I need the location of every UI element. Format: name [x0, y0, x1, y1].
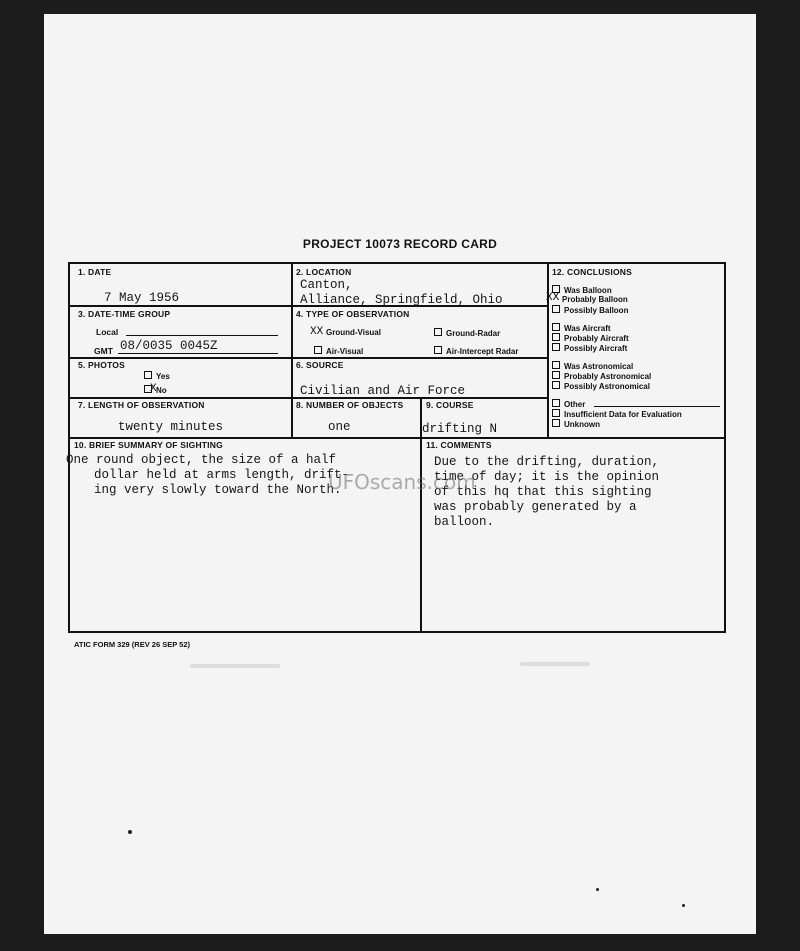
- watermark: UFOscans.com: [328, 470, 476, 494]
- divider: [70, 437, 726, 439]
- divider: [547, 264, 549, 437]
- possibly-astronomical-option: Possibly Astronomical: [552, 381, 650, 391]
- was-aircraft-option: Was Aircraft: [552, 323, 611, 333]
- was-astronomical-option: Was Astronomical: [552, 361, 633, 371]
- form-number: ATIC FORM 329 (REV 26 SEP 52): [74, 640, 191, 649]
- possibly-aircraft-option: Possibly Aircraft: [552, 343, 627, 353]
- comments-line: of this hq that this sighting: [434, 485, 652, 499]
- gmt-label: GMT: [94, 346, 113, 356]
- possibly-balloon-option: Possibly Balloon: [552, 305, 628, 315]
- checkbox-icon: [552, 419, 560, 427]
- type-of-observation-label: 4. TYPE OF OBSERVATION: [296, 309, 410, 319]
- insufficient-data-option: Insufficient Data for Evaluation: [552, 409, 682, 419]
- photos-no-option: No: [144, 385, 167, 395]
- photos-no-check-mark: X: [150, 383, 157, 395]
- checkbox-icon: [552, 399, 560, 407]
- gmt-value: 08/0035 0045Z: [120, 339, 218, 353]
- air-intercept-radar-option: Air-Intercept Radar: [434, 346, 518, 356]
- checkbox-icon: [434, 346, 442, 354]
- comments-line: time of day; it is the opinion: [434, 470, 660, 484]
- record-card: [68, 262, 726, 633]
- local-label: Local: [96, 327, 119, 337]
- checkbox-icon: [552, 323, 560, 331]
- probably-astronomical-option: Probably Astronomical: [552, 371, 651, 381]
- ground-radar-option: Ground-Radar: [434, 328, 500, 338]
- objects-label: 8. NUMBER OF OBJECTS: [296, 400, 404, 410]
- other-line: [594, 406, 720, 407]
- comments-label: 11. COMMENTS: [426, 440, 492, 450]
- location-line1: Canton,: [300, 278, 353, 292]
- length-label: 7. LENGTH OF OBSERVATION: [78, 400, 205, 410]
- checkbox-icon: [314, 346, 322, 354]
- unknown-option: Unknown: [552, 419, 600, 429]
- photos-yes-option: Yes: [144, 371, 170, 381]
- summary-line: ing very slowly toward the North.: [94, 483, 342, 497]
- checkbox-icon: [552, 305, 560, 313]
- checkbox-icon: [552, 361, 560, 369]
- local-line: [126, 335, 278, 336]
- checkbox-icon: [144, 371, 152, 379]
- probably-aircraft-option: Probably Aircraft: [552, 333, 629, 343]
- source-value: Civilian and Air Force: [300, 384, 466, 398]
- photos-label: 5. PHOTOS: [78, 360, 125, 370]
- checkbox-icon: [434, 328, 442, 336]
- source-label: 6. SOURCE: [296, 360, 344, 370]
- conclusions-label: 12. CONCLUSIONS: [552, 267, 632, 277]
- checkbox-icon: [552, 371, 560, 379]
- ground-visual-option: Ground-Visual: [326, 328, 381, 337]
- scan-smudge: [520, 662, 590, 666]
- divider: [291, 264, 293, 437]
- scan-speck: [682, 904, 685, 907]
- ground-visual-check-mark: XX: [310, 326, 324, 338]
- card-title: PROJECT 10073 RECORD CARD: [302, 237, 498, 251]
- comments-line: balloon.: [434, 515, 495, 529]
- air-visual-option: Air-Visual: [314, 346, 363, 356]
- summary-label: 10. BRIEF SUMMARY OF SIGHTING: [74, 440, 223, 450]
- summary-line: dollar held at arms length, drift-: [94, 468, 350, 482]
- course-label: 9. COURSE: [426, 400, 474, 410]
- scan-speck: [128, 830, 132, 834]
- gmt-line: [118, 353, 278, 354]
- checkbox-icon: [552, 409, 560, 417]
- location-label: 2. LOCATION: [296, 267, 352, 277]
- location-line2: Alliance, Springfield, Ohio: [300, 293, 503, 307]
- checkbox-icon: [552, 333, 560, 341]
- date-label: 1. DATE: [78, 267, 112, 277]
- checkbox-icon: [144, 385, 152, 393]
- objects-value: one: [328, 420, 351, 434]
- divider: [70, 357, 547, 359]
- comments-line: was probably generated by a: [434, 500, 637, 514]
- comments-line: Due to the drifting, duration,: [434, 455, 660, 469]
- probably-balloon-option: Probably Balloon: [562, 295, 628, 304]
- course-value: drifting N: [422, 422, 498, 436]
- scan-smudge: [190, 664, 280, 668]
- checkbox-icon: [552, 343, 560, 351]
- checkbox-icon: [552, 381, 560, 389]
- length-value: twenty minutes: [118, 420, 224, 434]
- summary-line: One round object, the size of a half: [66, 453, 337, 467]
- probably-balloon-check-mark: XX: [546, 292, 560, 304]
- date-value: 7 May 1956: [104, 291, 180, 305]
- scan-speck: [596, 888, 599, 891]
- was-balloon-option: Was Balloon: [552, 285, 612, 295]
- other-option: Other: [552, 399, 585, 409]
- date-time-group-label: 3. DATE-TIME GROUP: [78, 309, 171, 319]
